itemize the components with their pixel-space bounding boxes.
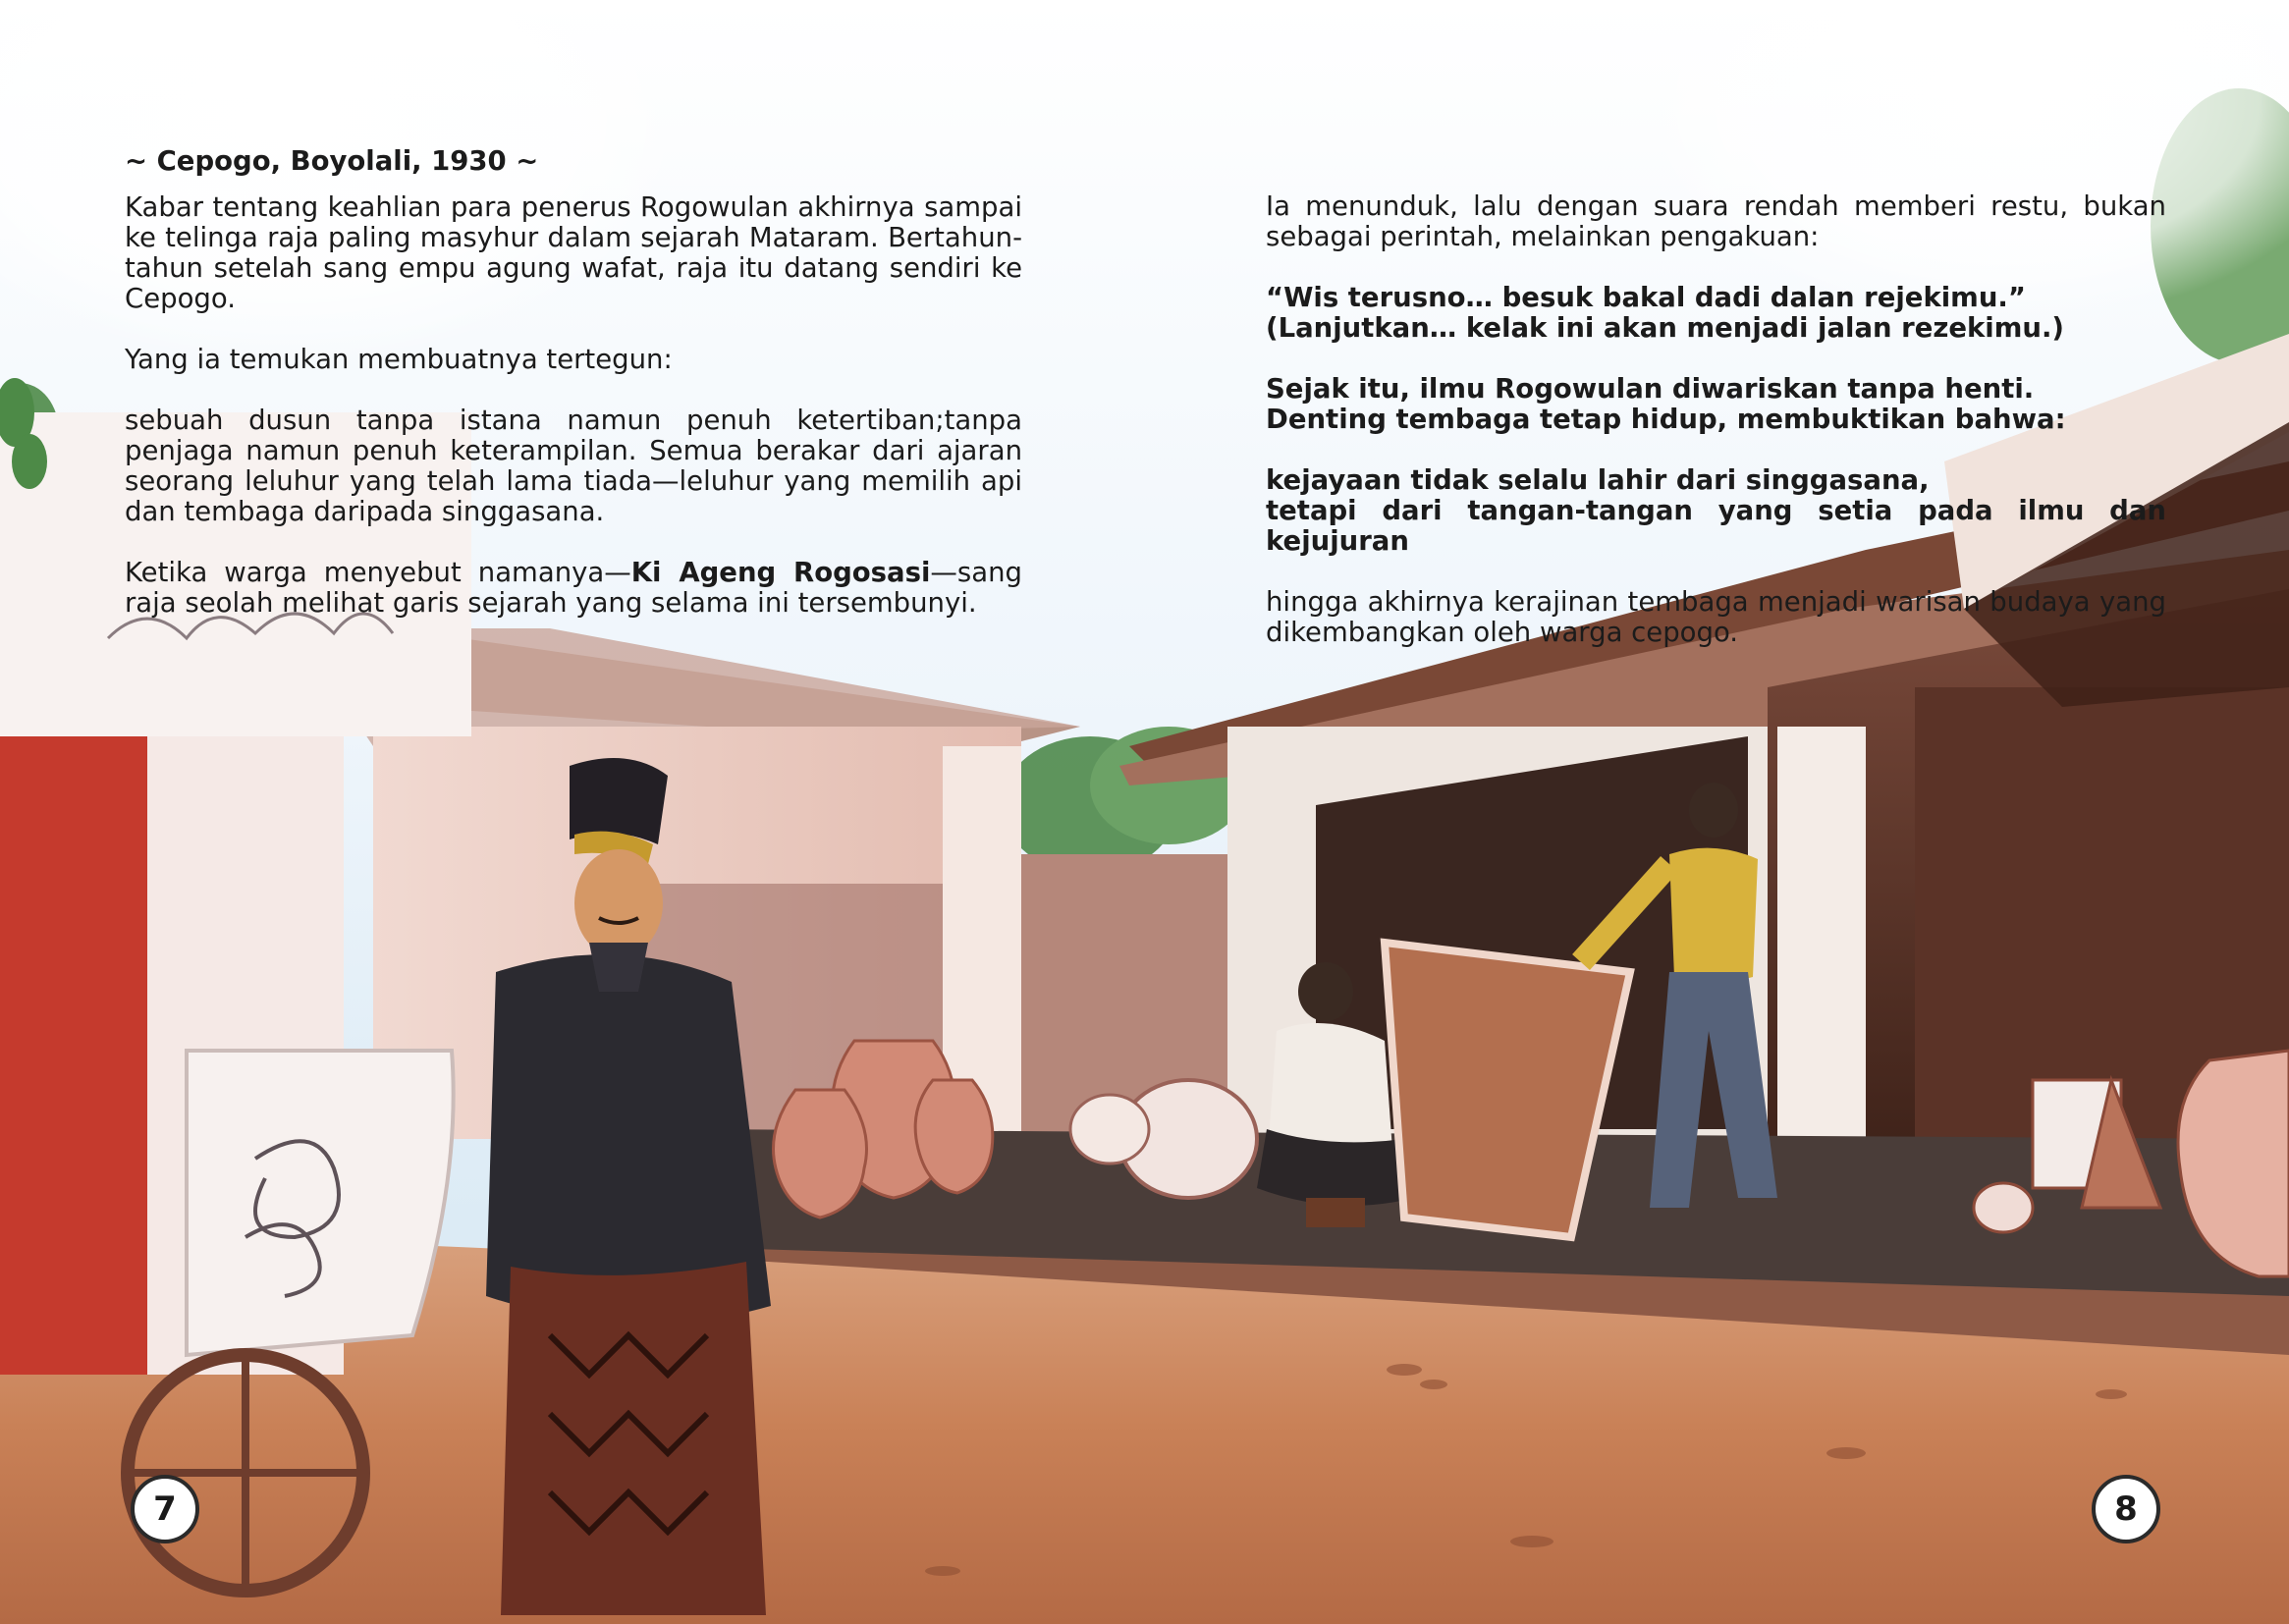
page-number-left: 7 xyxy=(131,1475,199,1543)
quote-block xyxy=(1266,283,2166,344)
left-paragraph-4 xyxy=(125,558,1022,619)
left-paragraph-4-after: —sang raja seolah melihat garis sejarah yang selama ini tersembunyi. xyxy=(125,557,1022,619)
statement-line-2: Denting tembaga tetap hidup, membuktikan bahwa: xyxy=(1266,404,2066,435)
location-heading: ~ Cepogo, Boyolali, 1930 ~ xyxy=(125,145,539,177)
left-paragraph-2: Yang ia temukan membuatnya tertegun: xyxy=(125,344,673,375)
left-page-text xyxy=(125,146,1022,649)
left-paragraph-3: sebuah dusun tanpa istana namun penuh ketertiban;tanpa penjaga namun penuh keterampilan. Semua berakar dari ajaran seorang leluhur yang telah lama tiada—leluhur yang memilih api dan tembaga daripada singgasana. xyxy=(125,405,1022,527)
statement-block xyxy=(1266,374,2166,435)
left-paragraph-4-before: Ketika warga menyebut namanya— xyxy=(125,557,631,588)
moral-line-2: tetapi dari tangan-tangan yang setia pada ilmu dan kejujuran xyxy=(1266,495,2166,557)
right-paragraph-1: Ia menunduk, lalu dengan suara rendah memberi restu, bukan sebagai perintah, melainkan pengakuan: xyxy=(1266,190,2166,252)
quote-translation: (Lanjutkan… kelak ini akan menjadi jalan rezekimu.) xyxy=(1266,312,2064,344)
right-page-text xyxy=(1266,191,2166,678)
moral-line-1: kejayaan tidak selalu lahir dari singgasana, xyxy=(1266,464,1930,496)
moral-block xyxy=(1266,465,2166,557)
statement-line-1: Sejak itu, ilmu Rogowulan diwariskan tanpa henti. xyxy=(1266,373,2035,405)
quote-javanese: “Wis terusno… besuk bakal dadi dalan rejekimu.” xyxy=(1266,282,2026,313)
right-paragraph-last: hingga akhirnya kerajinan tembaga menjadi warisan budaya yang dikembangkan oleh warga cepogo. xyxy=(1266,586,2166,648)
ancestor-name: Ki Ageng Rogosasi xyxy=(630,557,931,588)
page-number-right: 8 xyxy=(2092,1475,2160,1543)
left-paragraph-1: Kabar tentang keahlian para penerus Rogowulan akhirnya sampai ke telinga raja paling masyhur dalam sejarah Mataram. Bertahun-tahun setelah sang empu agung wafat, raja itu datang sendiri ke Cepogo. xyxy=(125,191,1022,314)
